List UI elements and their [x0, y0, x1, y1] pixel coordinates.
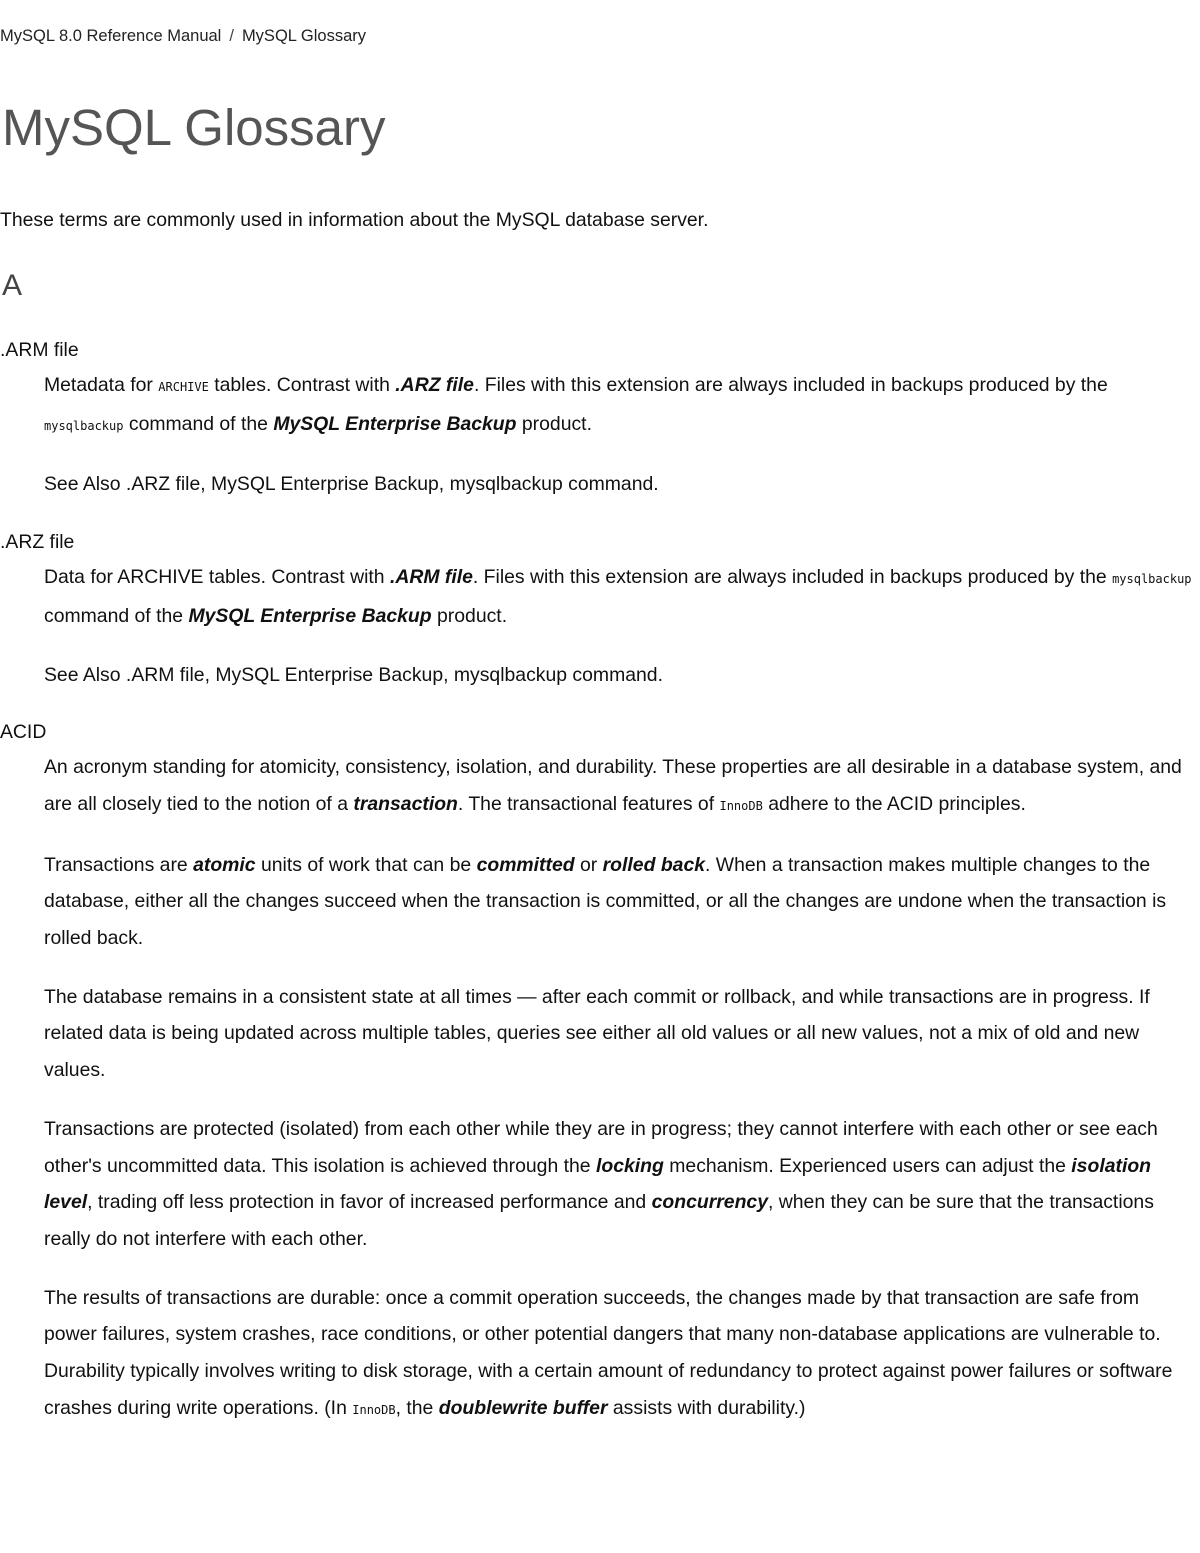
definition-paragraph: [44, 559, 1192, 634]
glossary-link-text: locking: [595, 1154, 664, 1177]
text-run: units of work that can be: [255, 853, 477, 876]
text-run: An acronym standing for atomicity, consistency, isolation, and durability. These properties are all desirable in a database system, and are all closely tied to the notion of a: [44, 756, 1182, 815]
glossary-term-link[interactable]: [353, 793, 458, 815]
glossary-link-text: .ARM file: [389, 566, 473, 589]
text-run: assists with durability.): [607, 1396, 806, 1419]
glossary-link-text: MySQL Enterprise Backup: [188, 604, 432, 627]
glossary-link-text: transaction: [353, 792, 458, 815]
code-literal: mysqlbackup: [1112, 572, 1192, 587]
glossary-term-link[interactable]: [652, 1191, 768, 1213]
glossary-term-link[interactable]: [603, 854, 705, 876]
glossary-term-link[interactable]: [439, 1397, 608, 1419]
glossary-term-link[interactable]: [193, 854, 256, 876]
glossary-term: .ARM file: [0, 339, 79, 361]
text-run: The database remains in a consistent state at all times — after each commit or rollback, and while transactions are in progress. If related data is being updated across multiple tables, queries see either all old values or all new values, not a mix of old and new values.: [44, 985, 1150, 1082]
breadcrumb-separator: /: [229, 27, 234, 45]
breadcrumb: [0, 27, 366, 46]
glossary-link-text: atomic: [193, 853, 256, 876]
glossary-link-text: rolled back: [602, 853, 706, 876]
breadcrumb-current: MySQL Glossary: [241, 27, 367, 45]
glossary-term-link[interactable]: [390, 566, 473, 588]
text-run: . Files with this extension are always included in backups produced by the: [472, 566, 1113, 589]
text-run: , trading off less protection in favor of increased performance and: [87, 1191, 652, 1214]
definition-paragraph: [44, 367, 1192, 444]
text-run: , when they can be sure that the transactions really do not interfere with each other.: [44, 1191, 1154, 1250]
glossary-link-text: isolation level: [44, 1154, 1152, 1214]
glossary-term: .ARZ file: [0, 531, 75, 554]
glossary-term: ACID: [0, 721, 47, 744]
section-letter-heading: A: [2, 269, 23, 302]
glossary-list: [0, 333, 1192, 1450]
glossary-term-link[interactable]: [188, 605, 431, 627]
intro-text: These terms are commonly used in information about the MySQL database server.: [0, 209, 709, 231]
text-run: command of the: [123, 412, 274, 435]
text-run: The results of transactions are durable: once a commit operation succeeds, the changes made by that transaction are safe from power failures, system crashes, race conditions, or other potential dangers that many non-database applications are vulnerable to. Durability typically involves writing to disk storage, with a certain amount of redundancy to protect against power failures or software crashes during write operations. (In: [44, 1286, 1173, 1419]
code-literal: mysqlbackup: [44, 418, 124, 433]
text-run: . Files with this extension are always included in backups produced by the: [473, 374, 1108, 396]
text-run: Data for ARCHIVE tables. Contrast with: [44, 566, 390, 589]
code-literal: ARCHIVE: [158, 380, 209, 394]
glossary-term-link[interactable]: [477, 854, 575, 876]
glossary-link-text: concurrency: [651, 1191, 768, 1214]
glossary-link-text: .ARZ file: [395, 374, 474, 396]
definition-paragraph: [44, 1111, 1192, 1258]
text-run: or: [574, 853, 603, 876]
text-run: , the: [395, 1396, 439, 1419]
text-run: See Also .ARZ file, MySQL Enterprise Backup, mysqlbackup command.: [44, 473, 659, 496]
definition-paragraph: [44, 1280, 1192, 1429]
page-title: MySQL Glossary: [2, 99, 386, 156]
glossary-link-text: doublewrite buffer: [438, 1396, 608, 1419]
definition-paragraph: [44, 466, 1192, 503]
text-run: product.: [431, 604, 508, 627]
breadcrumb-manual-link[interactable]: MySQL 8.0 Reference Manual: [0, 27, 222, 45]
code-literal: InnoDB: [352, 1402, 396, 1417]
definition-paragraph: [44, 749, 1192, 824]
text-run: command of the: [44, 604, 189, 627]
glossary-term-link[interactable]: [395, 374, 474, 396]
glossary-term-link[interactable]: [273, 413, 516, 435]
glossary-definition: [44, 559, 1192, 693]
glossary-term-link[interactable]: [596, 1155, 664, 1177]
text-run: . The transactional features of: [457, 792, 720, 815]
definition-paragraph: [44, 657, 1192, 694]
glossary-definition: [44, 367, 1192, 503]
text-run: product.: [516, 412, 592, 435]
definition-paragraph: [44, 847, 1192, 957]
code-literal: InnoDB: [719, 798, 763, 813]
text-run: adhere to the ACID principles.: [762, 792, 1026, 815]
text-run: Metadata for: [44, 374, 159, 396]
glossary-link-text: committed: [476, 853, 575, 876]
text-run: tables. Contrast with: [208, 374, 396, 396]
text-run: . When a transaction makes multiple changes to the database, either all the changes succeed when the transaction is committed, or all the changes are undone when the transaction is rolled back.: [44, 853, 1167, 950]
text-run: Transactions are: [44, 853, 194, 876]
glossary-link-text: MySQL Enterprise Backup: [273, 412, 517, 435]
text-run: Transactions are protected (isolated) from each other while they are in progress; they cannot interfere with each other or see each other's uncommitted data. This isolation is achieved through the: [44, 1117, 1158, 1177]
glossary-definition: [44, 749, 1192, 1428]
text-run: mechanism. Experienced users can adjust the: [663, 1154, 1072, 1177]
definition-paragraph: [44, 979, 1192, 1089]
text-run: See Also .ARM file, MySQL Enterprise Backup, mysqlbackup command.: [44, 663, 663, 686]
